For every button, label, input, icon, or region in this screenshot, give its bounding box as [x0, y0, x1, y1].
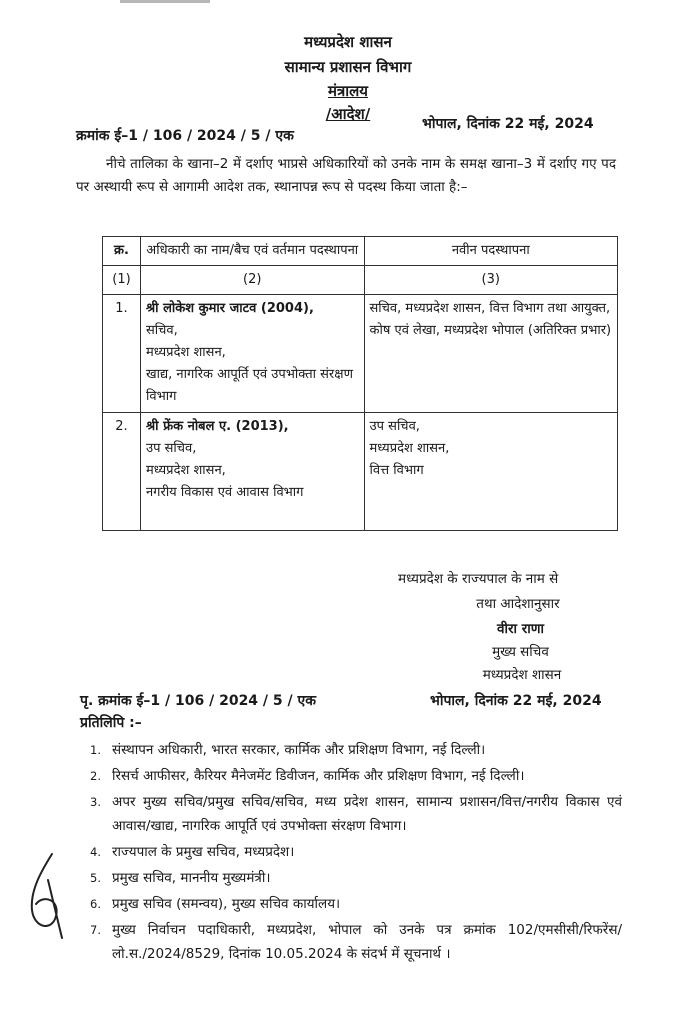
- order-number: क्रमांक ई–1 / 106 / 2024 / 5 / एक: [76, 128, 294, 144]
- row-officer: [140, 413, 364, 531]
- officer-current-line: उप सचिव,: [145, 441, 197, 456]
- officer-current-line: मध्यप्रदेश शासन,: [145, 345, 226, 360]
- row-serial: 2.: [103, 413, 141, 531]
- new-posting-line: वित्त विभाग: [369, 463, 424, 478]
- order-paragraph: [76, 153, 616, 199]
- colnum-2: (2): [140, 266, 364, 295]
- signature-authority-line: मध्यप्रदेश के राज्यपाल के नाम से: [398, 571, 559, 587]
- header-new-posting: नवीन पदस्थापना: [364, 237, 617, 266]
- posting-table: [102, 236, 618, 531]
- list-item: 4. राज्यपाल के प्रमुख सचिव, मध्यप्रदेश।: [90, 844, 295, 860]
- signature-order-line: तथा आदेशानुसार: [476, 596, 560, 612]
- officer-current-line: नगरीय विकास एवं आवास विभाग: [145, 485, 304, 500]
- list-item: 7. मुख्य निर्वाचन पदाधिकारी, मध्यप्रदेश, भोपाल को उनके पत्र क्रमांक 102/एमसीसी/रिफरेंस/लो.स./2024/8529, दिनांक 10.05.2024 के संदर्भ में सूचनार्थ ।: [90, 922, 622, 962]
- table-row: [103, 295, 618, 413]
- list-item: 5. प्रमुख सचिव, माननीय मुख्यमंत्री।: [90, 870, 271, 886]
- signatory-name: वीरा राणा: [497, 621, 544, 637]
- new-posting-line: मध्यप्रदेश शासन,: [369, 441, 450, 456]
- copy-place-date: भोपाल, दिनांक 22 मई, 2024: [430, 693, 602, 709]
- list-item: 2. रिसर्च आफीसर, कैरियर मैनेजमेंट डिवीजन, कार्मिक और प्रशिक्षण विभाग, नई दिल्ली।: [90, 768, 525, 784]
- header-officer: अधिकारी का नाम/बैच एवं वर्तमान पदस्थापना: [140, 237, 364, 266]
- table-row: [103, 413, 618, 531]
- header-serial: क्र.: [103, 237, 141, 266]
- colnum-3: (3): [364, 266, 617, 295]
- copy-list: [90, 738, 622, 968]
- list-item: 1. संस्थापन अधिकारी, भारत सरकार, कार्मिक और प्रशिक्षण विभाग, नई दिल्ली।: [90, 742, 486, 758]
- signatory-designation: मुख्य सचिव: [492, 644, 549, 660]
- header-government: मध्यप्रदेश शासन: [304, 33, 392, 51]
- new-posting-line: उप सचिव,: [369, 419, 420, 434]
- row-serial: 1.: [103, 295, 141, 413]
- row-new-posting: [364, 413, 617, 531]
- handwritten-signature-icon: [22, 850, 68, 942]
- order-place-date: भोपाल, दिनांक 22 मई, 2024: [422, 116, 594, 132]
- colnum-1: (1): [103, 266, 141, 295]
- officer-current-line: खाद्य, नागरिक आपूर्ति एवं उपभोक्ता संरक्षण विभाग: [145, 367, 353, 404]
- row-officer: [140, 295, 364, 413]
- scan-edge-mark: [120, 0, 210, 3]
- header-department: सामान्य प्रशासन विभाग: [284, 58, 412, 76]
- copy-label: प्रतिलिपि :–: [80, 715, 142, 731]
- officer-current-line: सचिव,: [145, 323, 178, 338]
- table-colnum-row: [103, 266, 618, 295]
- officer-name: श्री फ्रेंक नोबल ए. (2013),: [145, 419, 289, 434]
- officer-current-line: मध्यप्रदेश शासन,: [145, 463, 226, 478]
- list-item: 3. अपर मुख्य सचिव/प्रमुख सचिव/सचिव, मध्य प्रदेश शासन, सामान्य प्रशासन/वित्त/नगरीय विकास एवं आवास/खाद्य, नागरिक आपूर्ति एवं उपभोक्ता संरक्षण विभाग।: [90, 794, 622, 834]
- copy-number: पृ. क्रमांक ई–1 / 106 / 2024 / 5 / एक: [80, 693, 317, 709]
- table-header-row: [103, 237, 618, 266]
- order-paragraph-text: नीचे तालिका के खाना–2 में दर्शाए भाप्रसे अधिकारियों को उनके नाम के समक्ष खाना–3 में दर्शाए गए पद पर अस्थायी रूप से आगामी आदेश तक, स्थानापन्न रूप से पदस्थ किया जाता है:–: [76, 156, 616, 195]
- row-new-posting: सचिव, मध्यप्रदेश शासन, वित्त विभाग तथा आयुक्त, कोष एवं लेखा, मध्यप्रदेश भोपाल (अतिरिक्त प्रभार): [364, 295, 617, 413]
- header-order: /आदेश/: [325, 105, 371, 123]
- signatory-office: मध्यप्रदेश शासन: [482, 667, 562, 683]
- header-ministry: मंत्रालय: [327, 82, 368, 100]
- officer-name: श्री लोकेश कुमार जाटव (2004),: [145, 301, 314, 316]
- list-item: 6. प्रमुख सचिव (समन्वय), मुख्य सचिव कार्यालय।: [90, 896, 341, 912]
